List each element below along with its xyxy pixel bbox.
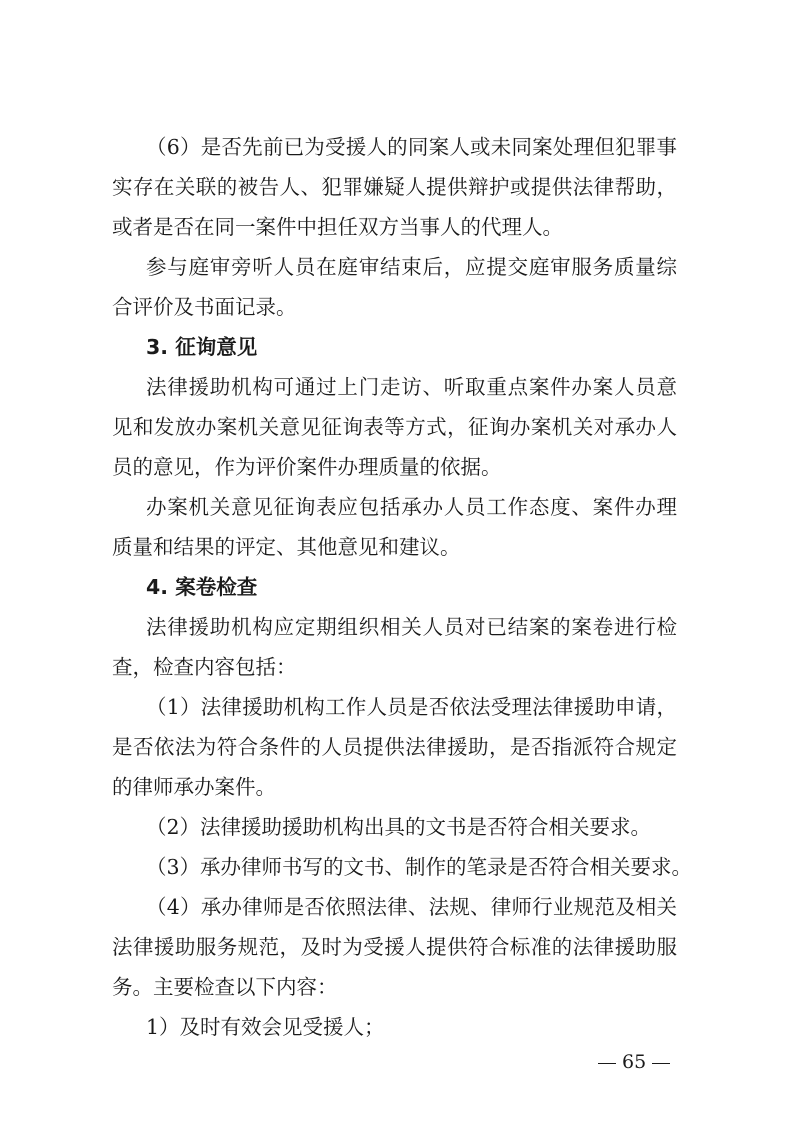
- paragraph-line-9: 员的意见，作为评价案件办理质量的依据。: [112, 455, 502, 479]
- page-number-value: 65: [622, 1051, 647, 1073]
- page-number: [598, 1050, 670, 1074]
- paragraph-line-3: 或者是否在同一案件中担任双方当事人的代理人。: [112, 215, 563, 239]
- page-number-dash-left: [598, 1063, 616, 1064]
- paragraph-line-23: 1）及时有效会见受援人；: [146, 1015, 385, 1039]
- paragraph-line-1: （6）是否先前已为受援人的同案人或未同案处理但犯罪事: [146, 135, 677, 159]
- paragraph-line-19: （3）承办律师书写的文书、制作的笔录是否符合相关要求。: [146, 855, 693, 879]
- section-heading-3: 3. 征询意见: [146, 335, 258, 359]
- paragraph-line-7: 法律援助机构可通过上门走访、听取重点案件办案人员意: [146, 375, 677, 399]
- paragraph-line-2: 实存在关联的被告人、犯罪嫌疑人提供辩护或提供法律帮助，: [112, 175, 677, 199]
- paragraph-line-13: 法律援助机构应定期组织相关人员对已结案的案卷进行检: [146, 615, 677, 639]
- paragraph-line-5: 合评价及书面记录。: [112, 295, 297, 319]
- paragraph-line-14: 查，检查内容包括：: [112, 655, 297, 679]
- paragraph-line-20: （4）承办律师是否依照法律、法规、律师行业规范及相关: [146, 895, 677, 919]
- section-heading-4: 4. 案卷检查: [146, 575, 258, 599]
- paragraph-line-15: （1）法律援助机构工作人员是否依法受理法律援助申请，: [146, 695, 677, 719]
- paragraph-line-11: 质量和结果的评定、其他意见和建议。: [112, 535, 461, 559]
- page-number-dash-right: [652, 1063, 670, 1064]
- paragraph-line-22: 务。主要检查以下内容：: [112, 975, 338, 999]
- paragraph-line-4: 参与庭审旁听人员在庭审结束后，应提交庭审服务质量综: [146, 255, 677, 279]
- paragraph-line-10: 办案机关意见征询表应包括承办人员工作态度、案件办理: [146, 495, 677, 519]
- paragraph-line-18: （2）法律援助援助机构出具的文书是否符合相关要求。: [146, 815, 652, 839]
- paragraph-line-8: 见和发放办案机关意见征询表等方式，征询办案机关对承办人: [112, 415, 677, 439]
- paragraph-line-21: 法律援助服务规范，及时为受援人提供符合标准的法律援助服: [112, 935, 677, 959]
- paragraph-line-17: 的律师承办案件。: [112, 775, 276, 799]
- paragraph-line-16: 是否依法为符合条件的人员提供法律援助，是否指派符合规定: [112, 735, 677, 759]
